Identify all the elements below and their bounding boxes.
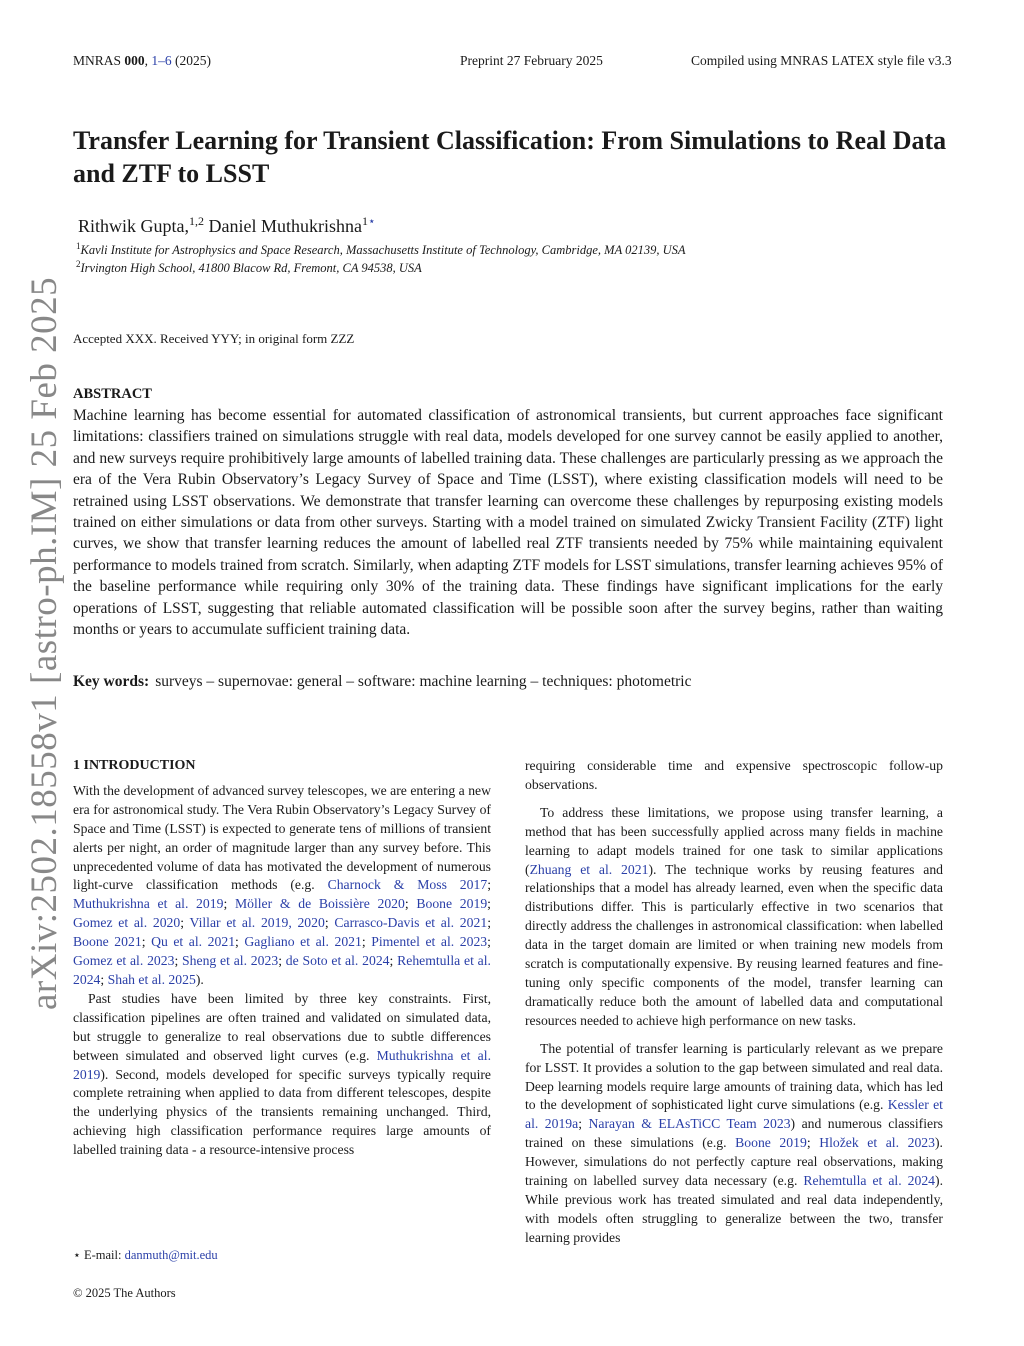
text-run: ). However, simulations do not perfectly capture real observations, making training on labelled survey data necessary (e.g. (525, 1135, 943, 1189)
arxiv-identifier: arXiv:2502.18558v1 [astro-ph.IM] 25 Feb 2025 (24, 276, 65, 1010)
text-run: ; (487, 877, 491, 893)
author-affil-mark: 1 (361, 214, 368, 228)
citation-link[interactable]: Pimentel et al. 2023 (371, 934, 488, 950)
text-run: Past studies have been limited by three key constraints. First, classification pipelines are often trained and validated on simulated data, but struggle to generalize to real observations due to subtle differences between simulated and observed light curves (e.g. (73, 990, 491, 1063)
text-run: To address these limitations, we propose using transfer learning, a method that has been successfully applied across many fields in machine learning to adapt models trained for one task to similar applications ( (525, 804, 943, 877)
citation-link[interactable]: Villar et al. 2019, 2020 (189, 915, 325, 931)
running-header-preprint: Preprint 27 February 2025 (460, 53, 603, 68)
citation-link[interactable]: Muthukrishna et al. 2019 (73, 1047, 491, 1082)
text-run: ; (278, 953, 286, 969)
text-run: ). (195, 971, 204, 987)
page-range-link[interactable]: 1–6 (151, 53, 172, 68)
corresponding-author-mark[interactable]: ⋆ (367, 214, 376, 228)
citation-link[interactable]: de Soto et al. 2024 (285, 953, 390, 969)
text-run: ; (324, 915, 335, 931)
keywords-label: Key words: (73, 673, 150, 690)
keywords-text: surveys – supernovae: general – software: machine learning – techniques: photometric (155, 673, 692, 690)
text-run: ; (487, 896, 491, 912)
accepted-line: Accepted XXX. Received YYY; in original form ZZZ (73, 331, 355, 346)
citation-link[interactable]: Charnock & Moss 2017 (327, 877, 488, 893)
text-run: ). The technique works by reusing features and relationships that a model has already learned, even when the specific data distributions differ. This is particularly effective in two scenarios that directly address the challenges in astronomical classification: when labelled data in the target domain are limited or when training new models from scratch is computationally expensive. By reusing learned features and fine-tuning only specific components of the model, transfer learning can dramatically reduce both the amount of labelled data and computational resources needed to achieve high performance on new tasks. (525, 861, 944, 1028)
text-run: ; (361, 934, 372, 950)
author-list (78, 214, 376, 237)
abstract-text: Machine learning has become essential for automated classification of astronomical transients, but current approaches face significant limitations: classifiers trained on simulations struggle with real data, models developed for one survey cannot be easily applied to another, and new surveys require prohibitively large amounts of labelled training data. These challenges are particularly pressing as we approach the era of the Vera Rubin Observatory’s Legacy Survey of Space and Time (LSST), where existing classification models will need to be retrained using LSST observations. We demonstrate that transfer learning can overcome these challenges by repurposing existing models trained on either simulations or data from other surveys. Starting with a model trained on simulated Zwicky Transient Facility (ZTF) light curves, we show that transfer learning reduces the amount of labelled real ZTF transients needed by 75% while maintaining equivalent performance to models trained from scratch. Similarly, when adapting ZTF models for LSST simulations, transfer learning achieves 95% of the baseline performance while requiring only 30% of the training data. These findings have significant implications for the early operations of LSST, suggesting that reliable automated classification will be possible soon after the survey begins, rather than waiting months or years to accumulate sufficient training data. (73, 407, 943, 639)
keywords (73, 673, 692, 691)
text-run: The potential of transfer learning is particularly relevant as we prepare for LSST. It provides a solution to the gap between simulated and real data. Deep learning models require large amounts of training data, which has led to the development of sophisticated light curve simulations (e.g. (525, 1040, 943, 1113)
text-run: ; (389, 953, 398, 969)
text-run: ; (806, 1135, 820, 1151)
paper-title: Transfer Learning for Transient Classification: From Simulations to Real Data and ZTF to LSST (73, 126, 947, 188)
citation-link[interactable]: Boone 2021 (73, 934, 142, 950)
citation-link[interactable]: Boone 2019 (735, 1135, 807, 1151)
email-link[interactable]: danmuth@mit.edu (124, 1248, 218, 1262)
citation-link[interactable]: Boone 2019 (416, 896, 488, 912)
text-run: ; (578, 1116, 589, 1132)
citation-link[interactable]: Rehemtulla et al. 2024 (803, 1173, 936, 1189)
author-affil-mark: 1,2 (189, 214, 204, 228)
citation-link[interactable]: Gagliano et al. 2021 (244, 934, 362, 950)
citation-link[interactable]: Kessler et al. 2019a (525, 1097, 943, 1132)
author-name: Rithwik Gupta, (78, 216, 189, 236)
footnote: ⋆ E-mail: danmuth@mit.edu (73, 1248, 218, 1262)
paragraph (73, 782, 491, 990)
text-run: ; (223, 896, 235, 912)
citation-link[interactable]: Gomez et al. 2020 (73, 915, 181, 931)
affiliation-2: $^2$Irvington High School, 41800 Blacow Rd, Fremont, CA 94538, USA (76, 259, 422, 276)
paragraph (525, 1040, 943, 1248)
citation-link[interactable]: Sheng et al. 2023 (182, 953, 279, 969)
citation-link[interactable]: Hložek et al. 2023 (819, 1135, 935, 1151)
text-run: ; (100, 971, 108, 987)
citation-link[interactable]: Narayan & ELAsTiCC Team 2023 (588, 1116, 791, 1132)
section-heading: 1 INTRODUCTION (73, 758, 196, 773)
citation-link[interactable]: Gomez et al. 2023 (73, 953, 175, 969)
footnote-mark: ⋆ (73, 1248, 81, 1262)
citation-link[interactable]: Muthukrishna et al. 2019 (73, 896, 224, 912)
text-run: ). Second, models developed for specific surveys typically require complete retraining when applied to data from different telescopes, despite the underlying physics of the transients remaining unchanged. Third, achieving high classification performance requires large amounts of labelled training data - a resource-intensive process (73, 1066, 491, 1158)
paragraph (525, 804, 943, 1031)
citation-link[interactable]: Möller & de Boissière 2020 (234, 896, 405, 912)
paragraph (525, 757, 943, 795)
text-run: ; (174, 953, 183, 969)
text-run: requiring considerable time and expensive spectroscopic follow-up observations. (525, 758, 943, 792)
running-header-journal: MNRAS 000, 1–6 (2025) (73, 53, 212, 68)
text-run: ). While previous work has treated simulated and real data independently, with models often struggling to generalize between the two, transfer learning provides (525, 1173, 944, 1245)
text-run: ; (487, 934, 491, 950)
text-run: ) and numerous classifiers trained on these simulations (e.g. (525, 1116, 943, 1151)
text-run: ; (180, 915, 190, 931)
citation-link[interactable]: Zhuang et al. 2021 (529, 861, 649, 877)
paragraph (73, 990, 491, 1160)
running-header-compiled: Compiled using MNRAS LATEX style file v3.3 (691, 53, 952, 68)
author-name: Daniel Muthukrishna (204, 216, 362, 236)
text-run: ; (141, 934, 152, 950)
right-column (525, 757, 943, 1248)
abstract-heading: ABSTRACT (73, 386, 152, 402)
citation-link[interactable]: Qu et al. 2021 (151, 934, 236, 950)
citation-link[interactable]: Rehemtulla et al. 2024 (73, 953, 491, 987)
text-run: With the development of advanced survey telescopes, we are entering a new era for astronomical study. The Vera Rubin Observatory’s Legacy Survey of Space and Time (LSST) is expected to generate tens of millions of transient alerts per night, an order of magnitude larger than any survey before. This unprecedented volume of data has motivated the development of numerous light-curve classification methods (e.g. (73, 782, 491, 893)
text-run: ; (487, 915, 491, 931)
citation-link[interactable]: Shah et al. 2025 (107, 971, 196, 987)
copyright: © 2025 The Authors (73, 1286, 176, 1300)
left-column (73, 757, 491, 1160)
affiliation-1: $^1$Kavli Institute for Astrophysics and Space Research, Massachusetts Institute of Technology, Cambridge, MA 02139, USA (76, 241, 686, 258)
text-run: ; (235, 934, 245, 950)
text-run: ; (404, 896, 417, 912)
citation-link[interactable]: Carrasco-Davis et al. 2021 (334, 915, 488, 931)
